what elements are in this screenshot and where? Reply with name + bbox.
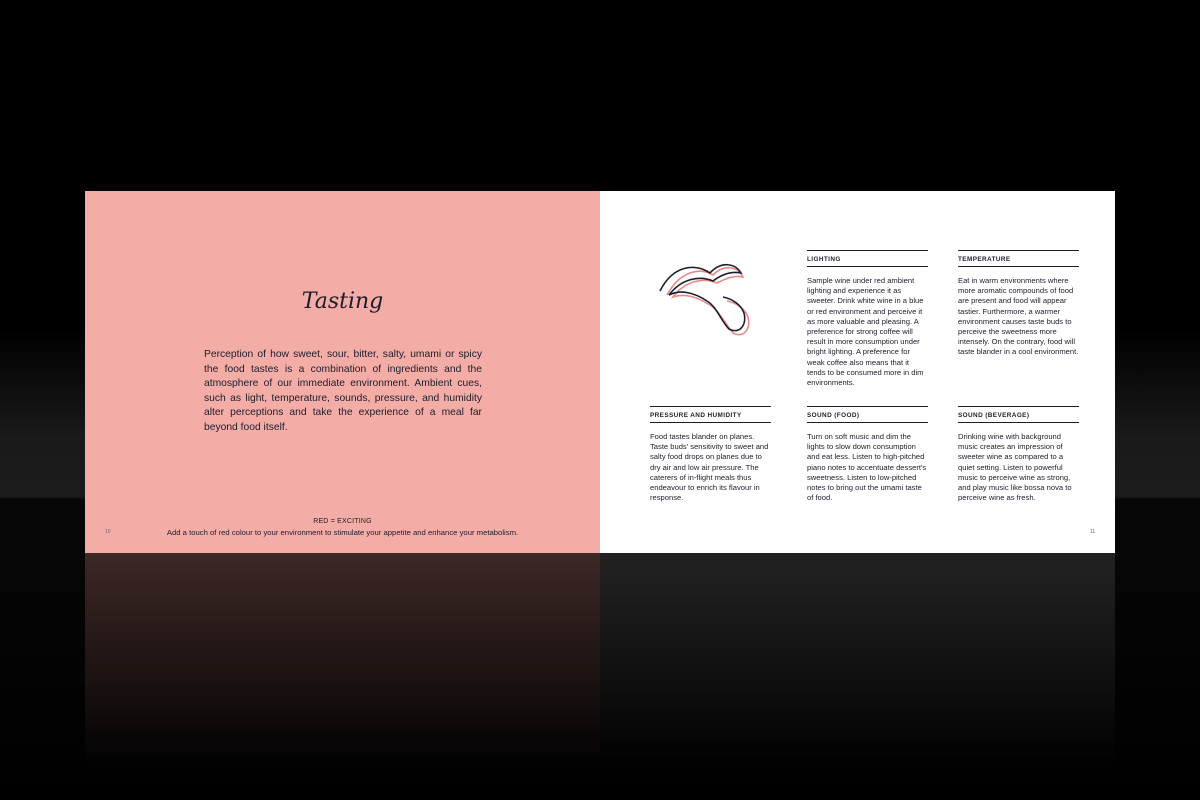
reflection-flip — [85, 553, 1115, 800]
section-rule — [958, 266, 1079, 267]
page-number-left: 10 — [105, 529, 111, 535]
page-number-right: 11 — [1090, 529, 1096, 535]
section-body: Sample wine under red ambient lighting and experience it as sweeter. Drink white wine in a blue or red environment and perceive it as more valuable and pleasing. A preference for strong coffee will result in more consumption under bright lighting. A preference for weak coffee also means that it tends to be consumed more in dim environments. — [807, 276, 924, 388]
section-body: Eat in warm environments where more aromatic compounds of food are present and food will appear tastier. Furthermore, a warmer environment causes taste buds to perceive the sweetness more intensely. On the contrary, food will taste blander in a cool environment. — [958, 276, 1079, 357]
section-sound-beverage — [958, 406, 1079, 503]
section-rule — [807, 422, 928, 423]
section-temperature — [958, 250, 1079, 358]
section-rule — [807, 250, 928, 251]
section-body: Food tastes blander on planes. Taste buds' sensitivity to sweet and salty food drops on planes due to dry air and low air pressure. The caterers of in-flight meals thus endeavour to enrich its flavour in response. — [650, 432, 769, 503]
section-heading: PRESSURE AND HUMIDITY — [650, 412, 742, 419]
section-heading: LIGHTING — [807, 256, 841, 263]
reflection-right-page — [600, 553, 1115, 800]
page-title: Tasting — [301, 289, 384, 314]
footer-note: Add a touch of red colour to your environment to stimulate your appetite and enhance your metabolism. — [166, 528, 519, 537]
section-rule — [958, 406, 1079, 407]
section-rule — [958, 422, 1079, 423]
section-body: Drinking wine with background music creates an impression of sweeter wine as compared to a quiet setting. Listen to powerful music to perceive wine as strong, and play music like bossa nova to perceive wine as fresh. — [958, 432, 1072, 503]
section-rule — [807, 266, 928, 267]
section-rule — [650, 406, 771, 407]
footer-kicker: RED = EXCITING — [313, 518, 372, 525]
brochure-spread — [85, 191, 1115, 553]
section-heading: SOUND (BEVERAGE) — [958, 412, 1030, 419]
section-heading: SOUND (FOOD) — [807, 412, 860, 419]
section-rule — [650, 422, 771, 423]
section-heading: TEMPERATURE — [958, 256, 1011, 263]
section-sound-food — [807, 406, 928, 503]
right-page — [600, 191, 1115, 553]
section-body: Turn on soft music and dim the lights to slow down consumption and eat less. Listen to high-pitched piano notes to accentuate dessert's sweetness. Listen to low-pitched notes to bring out the umami taste of food. — [807, 432, 927, 503]
section-rule — [958, 250, 1079, 251]
spread-reflection — [85, 553, 1115, 800]
section-rule — [807, 406, 928, 407]
intro-paragraph: Perception of how sweet, sour, bitter, salty, umami or spicy the food tastes is a combination of ingredients and the atmosphere of our immediate environment. Ambient cues, such as light, temperature, sounds, pressure, and humidity alter perceptions and take the experience of a meal far beyond food itself. — [204, 349, 482, 433]
section-pressure-humidity — [650, 406, 771, 503]
lips-icon — [655, 253, 760, 348]
reflection-left-page — [85, 553, 600, 800]
left-page — [85, 191, 600, 553]
section-lighting — [807, 250, 928, 388]
